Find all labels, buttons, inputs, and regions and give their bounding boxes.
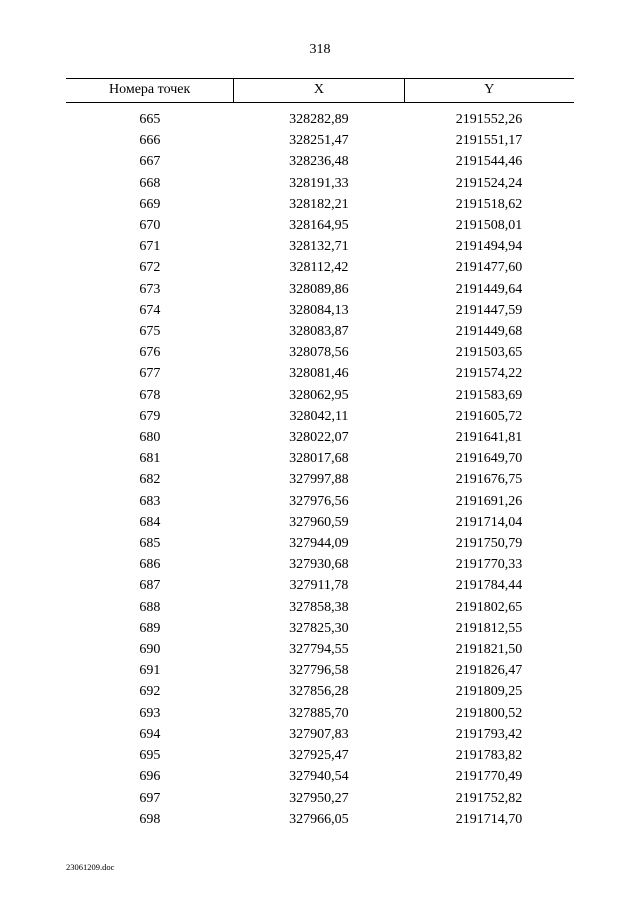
table-body xyxy=(66,103,574,830)
table-row xyxy=(66,321,574,342)
cell-x: 328062,95 xyxy=(289,387,349,403)
cell-y: 2191691,26 xyxy=(455,493,523,509)
table-row xyxy=(66,597,574,618)
cell-y: 2191544,46 xyxy=(455,154,523,170)
cell-point-number: 686 xyxy=(139,557,161,573)
table-row xyxy=(66,724,574,745)
cell-point-number: 675 xyxy=(139,324,161,340)
cell-y: 2191552,26 xyxy=(455,112,523,127)
table-row xyxy=(66,575,574,596)
cell-x: 328017,68 xyxy=(289,451,349,467)
cell-x: 327930,68 xyxy=(289,557,349,573)
cell-point-number: 696 xyxy=(139,769,161,785)
cell-x: 327825,30 xyxy=(289,620,349,636)
cell-y: 2191809,25 xyxy=(455,684,523,700)
cell-x: 328282,89 xyxy=(289,112,349,127)
table-row xyxy=(66,681,574,702)
table-row xyxy=(66,103,574,131)
cell-y: 2191477,60 xyxy=(455,260,523,276)
cell-x: 328164,95 xyxy=(289,218,349,234)
table-row xyxy=(66,745,574,766)
table-row xyxy=(66,703,574,724)
table-header xyxy=(66,79,574,103)
table-row xyxy=(66,512,574,533)
cell-point-number: 681 xyxy=(139,451,161,467)
cell-y: 2191676,75 xyxy=(455,472,523,488)
cell-y: 2191503,65 xyxy=(455,345,523,361)
cell-point-number: 665 xyxy=(139,112,161,127)
cell-y: 2191802,65 xyxy=(455,599,523,615)
cell-y: 2191447,59 xyxy=(455,302,523,318)
cell-x: 328084,13 xyxy=(289,302,349,318)
cell-y: 2191524,24 xyxy=(455,175,523,191)
cell-x: 327925,47 xyxy=(289,748,349,764)
cell-point-number: 676 xyxy=(139,345,161,361)
cell-point-number: 671 xyxy=(139,239,161,255)
cell-point-number: 684 xyxy=(139,514,161,530)
cell-point-number: 669 xyxy=(139,196,161,212)
cell-y: 2191793,42 xyxy=(455,726,523,742)
table-row xyxy=(66,618,574,639)
table-row xyxy=(66,788,574,809)
column-header-x: X xyxy=(234,79,404,103)
table-row xyxy=(66,660,574,681)
table-row xyxy=(66,363,574,384)
cell-point-number: 673 xyxy=(139,281,161,297)
cell-x: 328112,42 xyxy=(289,260,349,276)
table-row xyxy=(66,194,574,215)
cell-y: 2191583,69 xyxy=(455,387,523,403)
cell-y: 2191641,81 xyxy=(455,430,523,446)
cell-point-number: 668 xyxy=(139,175,161,191)
table-row xyxy=(66,257,574,278)
cell-x: 327997,88 xyxy=(289,472,349,488)
table-row xyxy=(66,300,574,321)
cell-x: 328042,11 xyxy=(289,408,349,424)
cell-y: 2191714,70 xyxy=(455,811,523,827)
table-row xyxy=(66,427,574,448)
cell-x: 328081,46 xyxy=(289,366,349,382)
cell-y: 2191518,62 xyxy=(455,196,523,212)
cell-point-number: 672 xyxy=(139,260,161,276)
cell-y: 2191714,04 xyxy=(455,514,523,530)
table-row xyxy=(66,448,574,469)
cell-y: 2191784,44 xyxy=(455,578,523,594)
table-row xyxy=(66,342,574,363)
cell-x: 327794,55 xyxy=(289,642,349,658)
cell-point-number: 680 xyxy=(139,430,161,446)
cell-x: 328089,86 xyxy=(289,281,349,297)
cell-x: 328191,33 xyxy=(289,175,349,191)
cell-y: 2191770,49 xyxy=(455,769,523,785)
cell-point-number: 674 xyxy=(139,302,161,318)
cell-point-number: 697 xyxy=(139,790,161,806)
cell-x: 327858,38 xyxy=(289,599,349,615)
table-row xyxy=(66,173,574,194)
cell-y: 2191449,64 xyxy=(455,281,523,297)
cell-y: 2191821,50 xyxy=(455,642,523,658)
cell-y: 2191508,01 xyxy=(455,218,523,234)
cell-y: 2191574,22 xyxy=(455,366,523,382)
cell-x: 328022,07 xyxy=(289,430,349,446)
footer-filename: 23061209.doc xyxy=(66,862,115,872)
coordinates-table xyxy=(66,78,574,830)
cell-x: 328083,87 xyxy=(289,324,349,340)
cell-y: 2191770,33 xyxy=(455,557,523,573)
cell-point-number: 691 xyxy=(139,663,161,679)
cell-point-number: 690 xyxy=(139,642,161,658)
table-row xyxy=(66,236,574,257)
cell-point-number: 667 xyxy=(139,154,161,170)
cell-point-number: 695 xyxy=(139,748,161,764)
cell-point-number: 666 xyxy=(139,133,161,149)
cell-point-number: 683 xyxy=(139,493,161,509)
cell-point-number: 685 xyxy=(139,536,161,552)
cell-x: 327907,83 xyxy=(289,726,349,742)
cell-x: 327911,78 xyxy=(289,578,349,594)
page-number: 318 xyxy=(309,42,331,57)
table-row xyxy=(66,385,574,406)
cell-x: 328182,21 xyxy=(289,196,349,212)
cell-x: 328078,56 xyxy=(289,345,349,361)
cell-point-number: 687 xyxy=(139,578,161,594)
column-header-y: Y xyxy=(404,79,574,103)
column-header-point-numbers: Номера точек xyxy=(66,79,234,103)
cell-x: 327950,27 xyxy=(289,790,349,806)
table-row xyxy=(66,215,574,236)
cell-y: 2191800,52 xyxy=(455,705,523,721)
cell-x: 327976,56 xyxy=(289,493,349,509)
cell-point-number: 670 xyxy=(139,218,161,234)
cell-y: 2191812,55 xyxy=(455,620,523,636)
cell-point-number: 698 xyxy=(139,811,161,827)
table-row xyxy=(66,279,574,300)
cell-point-number: 693 xyxy=(139,705,161,721)
cell-y: 2191551,17 xyxy=(455,133,523,149)
table-row xyxy=(66,809,574,830)
table-row xyxy=(66,766,574,787)
table-row xyxy=(66,130,574,151)
table-header-row xyxy=(66,79,574,103)
cell-x: 328251,47 xyxy=(289,133,349,149)
cell-point-number: 694 xyxy=(139,726,161,742)
cell-point-number: 682 xyxy=(139,472,161,488)
cell-y: 2191826,47 xyxy=(455,663,523,679)
cell-x: 327944,09 xyxy=(289,536,349,552)
cell-x: 328236,48 xyxy=(289,154,349,170)
cell-y: 2191752,82 xyxy=(455,790,523,806)
table-row xyxy=(66,469,574,490)
cell-x: 327966,05 xyxy=(289,811,349,827)
cell-point-number: 689 xyxy=(139,620,161,636)
cell-x: 327856,28 xyxy=(289,684,349,700)
cell-point-number: 678 xyxy=(139,387,161,403)
cell-x: 327796,58 xyxy=(289,663,349,679)
cell-y: 2191449,68 xyxy=(455,324,523,340)
cell-point-number: 679 xyxy=(139,408,161,424)
cell-x: 328132,71 xyxy=(289,239,349,255)
cell-x: 327940,54 xyxy=(289,769,349,785)
cell-y: 2191649,70 xyxy=(455,451,523,467)
coordinates-table-container xyxy=(66,78,574,830)
cell-point-number: 677 xyxy=(139,366,161,382)
table-row xyxy=(66,406,574,427)
cell-y: 2191605,72 xyxy=(455,408,523,424)
table-row xyxy=(66,639,574,660)
cell-y: 2191494,94 xyxy=(455,239,523,255)
cell-y: 2191783,82 xyxy=(455,748,523,764)
cell-x: 327960,59 xyxy=(289,514,349,530)
table-row xyxy=(66,533,574,554)
cell-y: 2191750,79 xyxy=(455,536,523,552)
table-row xyxy=(66,151,574,172)
table-row xyxy=(66,554,574,575)
cell-point-number: 688 xyxy=(139,599,161,615)
cell-x: 327885,70 xyxy=(289,705,349,721)
table-row xyxy=(66,491,574,512)
cell-point-number: 692 xyxy=(139,684,161,700)
